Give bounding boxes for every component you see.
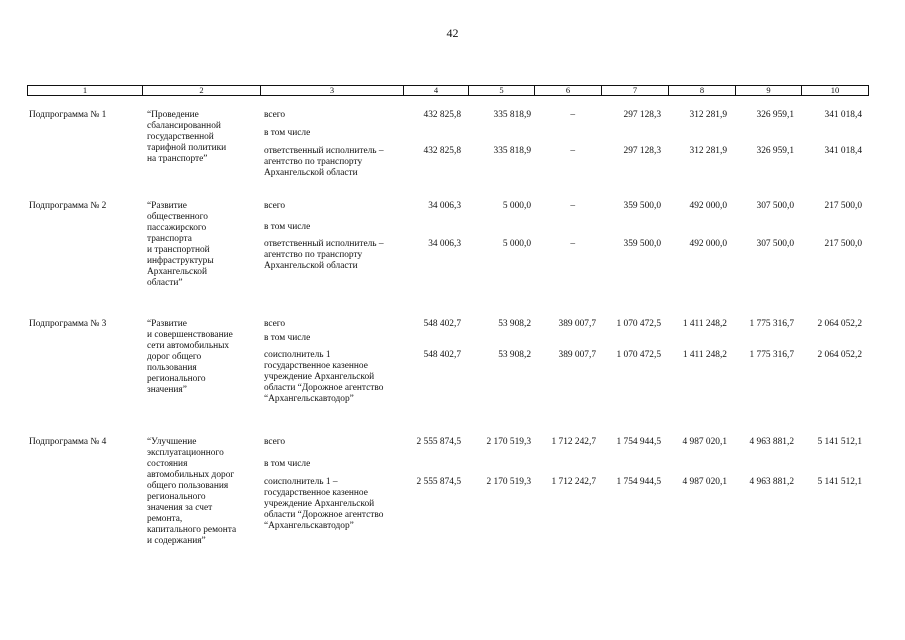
total-value-col-4: 2 555 874,5 [416, 437, 461, 447]
total-label: всего [264, 201, 286, 211]
total-value-col-9: 307 500,0 [756, 201, 794, 211]
total-value-col-4: 432 825,8 [423, 110, 461, 120]
executor-value-col-8: 1 411 248,2 [682, 350, 727, 360]
subprogram-section-4 [27, 437, 869, 562]
executor-value-col-7: 359 500,0 [623, 239, 661, 249]
executor-value-col-7: 297 128,3 [623, 146, 661, 156]
executor-value-col-6: 389 007,7 [558, 350, 596, 360]
executor-value-col-5: 2 170 519,3 [486, 477, 531, 487]
total-value-col-5: 5 000,0 [502, 201, 531, 211]
executor-value-col-6: – [570, 146, 575, 156]
executor-value-col-9: 326 959,1 [756, 146, 794, 156]
total-value-col-9: 326 959,1 [756, 110, 794, 120]
header-col-1: 1 [82, 85, 88, 95]
subprogram-name: Подпрограмма № 3 [29, 319, 107, 329]
total-label: всего [264, 319, 286, 329]
executor-value-col-7: 1 754 944,5 [616, 477, 661, 487]
header-col-9: 9 [735, 86, 801, 95]
executor-value-col-4: 2 555 874,5 [416, 477, 461, 487]
executor-value-col-9: 307 500,0 [756, 239, 794, 249]
total-value-col-5: 335 818,9 [493, 110, 531, 120]
total-value-col-5: 2 170 519,3 [486, 437, 531, 447]
including-label: в том числе [264, 459, 311, 469]
table-header-row [27, 85, 869, 96]
total-value-col-8: 4 987 020,1 [682, 437, 727, 447]
total-value-col-8: 1 411 248,2 [682, 319, 727, 329]
header-col-2: 2 [142, 86, 260, 95]
header-col-7: 7 [601, 86, 668, 95]
total-value-col-10: 5 141 512,1 [817, 437, 862, 447]
subprogram-section-2 [27, 201, 869, 301]
executor-label: соисполнитель 1 государственное казенное учреждение Архангельской области “Дорожное агентство “Архангельскавтодор” [264, 350, 384, 404]
total-value-col-10: 2 064 052,2 [817, 319, 862, 329]
executor-value-col-10: 5 141 512,1 [817, 477, 862, 487]
executor-label: ответственный исполнитель – агентство по транспорту Архангельской области [264, 146, 384, 178]
header-col-6: 6 [534, 86, 601, 95]
header-col-10: 10 [801, 86, 868, 95]
subprogram-section-3 [27, 319, 869, 409]
total-value-col-7: 1 070 472,5 [616, 319, 661, 329]
executor-value-col-9: 1 775 316,7 [749, 350, 794, 360]
subprogram-name: Подпрограмма № 4 [29, 437, 107, 447]
executor-value-col-5: 53 908,2 [498, 350, 531, 360]
executor-value-col-8: 492 000,0 [689, 239, 727, 249]
including-label: в том числе [264, 333, 311, 343]
total-value-col-7: 1 754 944,5 [616, 437, 661, 447]
total-value-col-6: – [570, 201, 575, 211]
total-label: всего [264, 110, 286, 120]
page-number: 42 [446, 26, 459, 40]
total-value-col-10: 217 500,0 [824, 201, 862, 211]
total-value-col-4: 548 402,7 [423, 319, 461, 329]
executor-label: ответственный исполнитель – агентство по транспорту Архангельской области [264, 239, 384, 271]
executor-value-col-6: 1 712 242,7 [551, 477, 596, 487]
total-value-col-7: 359 500,0 [623, 201, 661, 211]
total-value-col-6: – [570, 110, 575, 120]
header-col-3: 3 [260, 86, 403, 95]
executor-value-col-10: 217 500,0 [824, 239, 862, 249]
executor-value-col-8: 312 281,9 [689, 146, 727, 156]
header-col-5: 5 [468, 86, 534, 95]
subprogram-title: “Улучшение эксплуатационного состояния автомобильных дорог общего пользования регионального значения за счет ремонта, капитального ремонта и содержания” [147, 437, 237, 546]
executor-value-col-10: 2 064 052,2 [817, 350, 862, 360]
total-value-col-9: 4 963 881,2 [749, 437, 794, 447]
total-value-col-4: 34 006,3 [428, 201, 461, 211]
executor-value-col-4: 432 825,8 [423, 146, 461, 156]
subprogram-section-1 [27, 110, 869, 190]
including-label: в том числе [264, 128, 311, 138]
total-value-col-9: 1 775 316,7 [749, 319, 794, 329]
header-col-8: 8 [668, 86, 735, 95]
total-label: всего [264, 437, 286, 447]
executor-value-col-4: 548 402,7 [423, 350, 461, 360]
total-value-col-8: 492 000,0 [689, 201, 727, 211]
total-value-col-6: 389 007,7 [558, 319, 596, 329]
total-value-col-10: 341 018,4 [824, 110, 862, 120]
total-value-col-8: 312 281,9 [689, 110, 727, 120]
subprogram-title: “Развитие и совершенствование сети автомобильных дорог общего пользования регионального значения” [147, 319, 233, 395]
subprogram-title: “Проведение сбалансированной государственной тарифной политики на транспорте” [147, 110, 227, 164]
total-value-col-5: 53 908,2 [498, 319, 531, 329]
subprogram-name: Подпрограмма № 1 [29, 110, 107, 120]
header-col-4: 4 [403, 86, 468, 95]
subprogram-name: Подпрограмма № 2 [29, 201, 107, 211]
subprogram-title: “Развитие общественного пассажирского транспорта и транспортной инфраструктуры Архангельской области” [147, 201, 214, 288]
executor-label: соисполнитель 1 – государственное казенное учреждение Архангельской области “Дорожное агентство “Архангельскавтодор” [264, 477, 384, 531]
executor-value-col-8: 4 987 020,1 [682, 477, 727, 487]
executor-value-col-4: 34 006,3 [428, 239, 461, 249]
total-value-col-7: 297 128,3 [623, 110, 661, 120]
executor-value-col-9: 4 963 881,2 [749, 477, 794, 487]
executor-value-col-6: – [570, 239, 575, 249]
executor-value-col-7: 1 070 472,5 [616, 350, 661, 360]
total-value-col-6: 1 712 242,7 [551, 437, 596, 447]
executor-value-col-10: 341 018,4 [824, 146, 862, 156]
executor-value-col-5: 5 000,0 [502, 239, 531, 249]
executor-value-col-5: 335 818,9 [493, 146, 531, 156]
including-label: в том числе [264, 222, 311, 232]
